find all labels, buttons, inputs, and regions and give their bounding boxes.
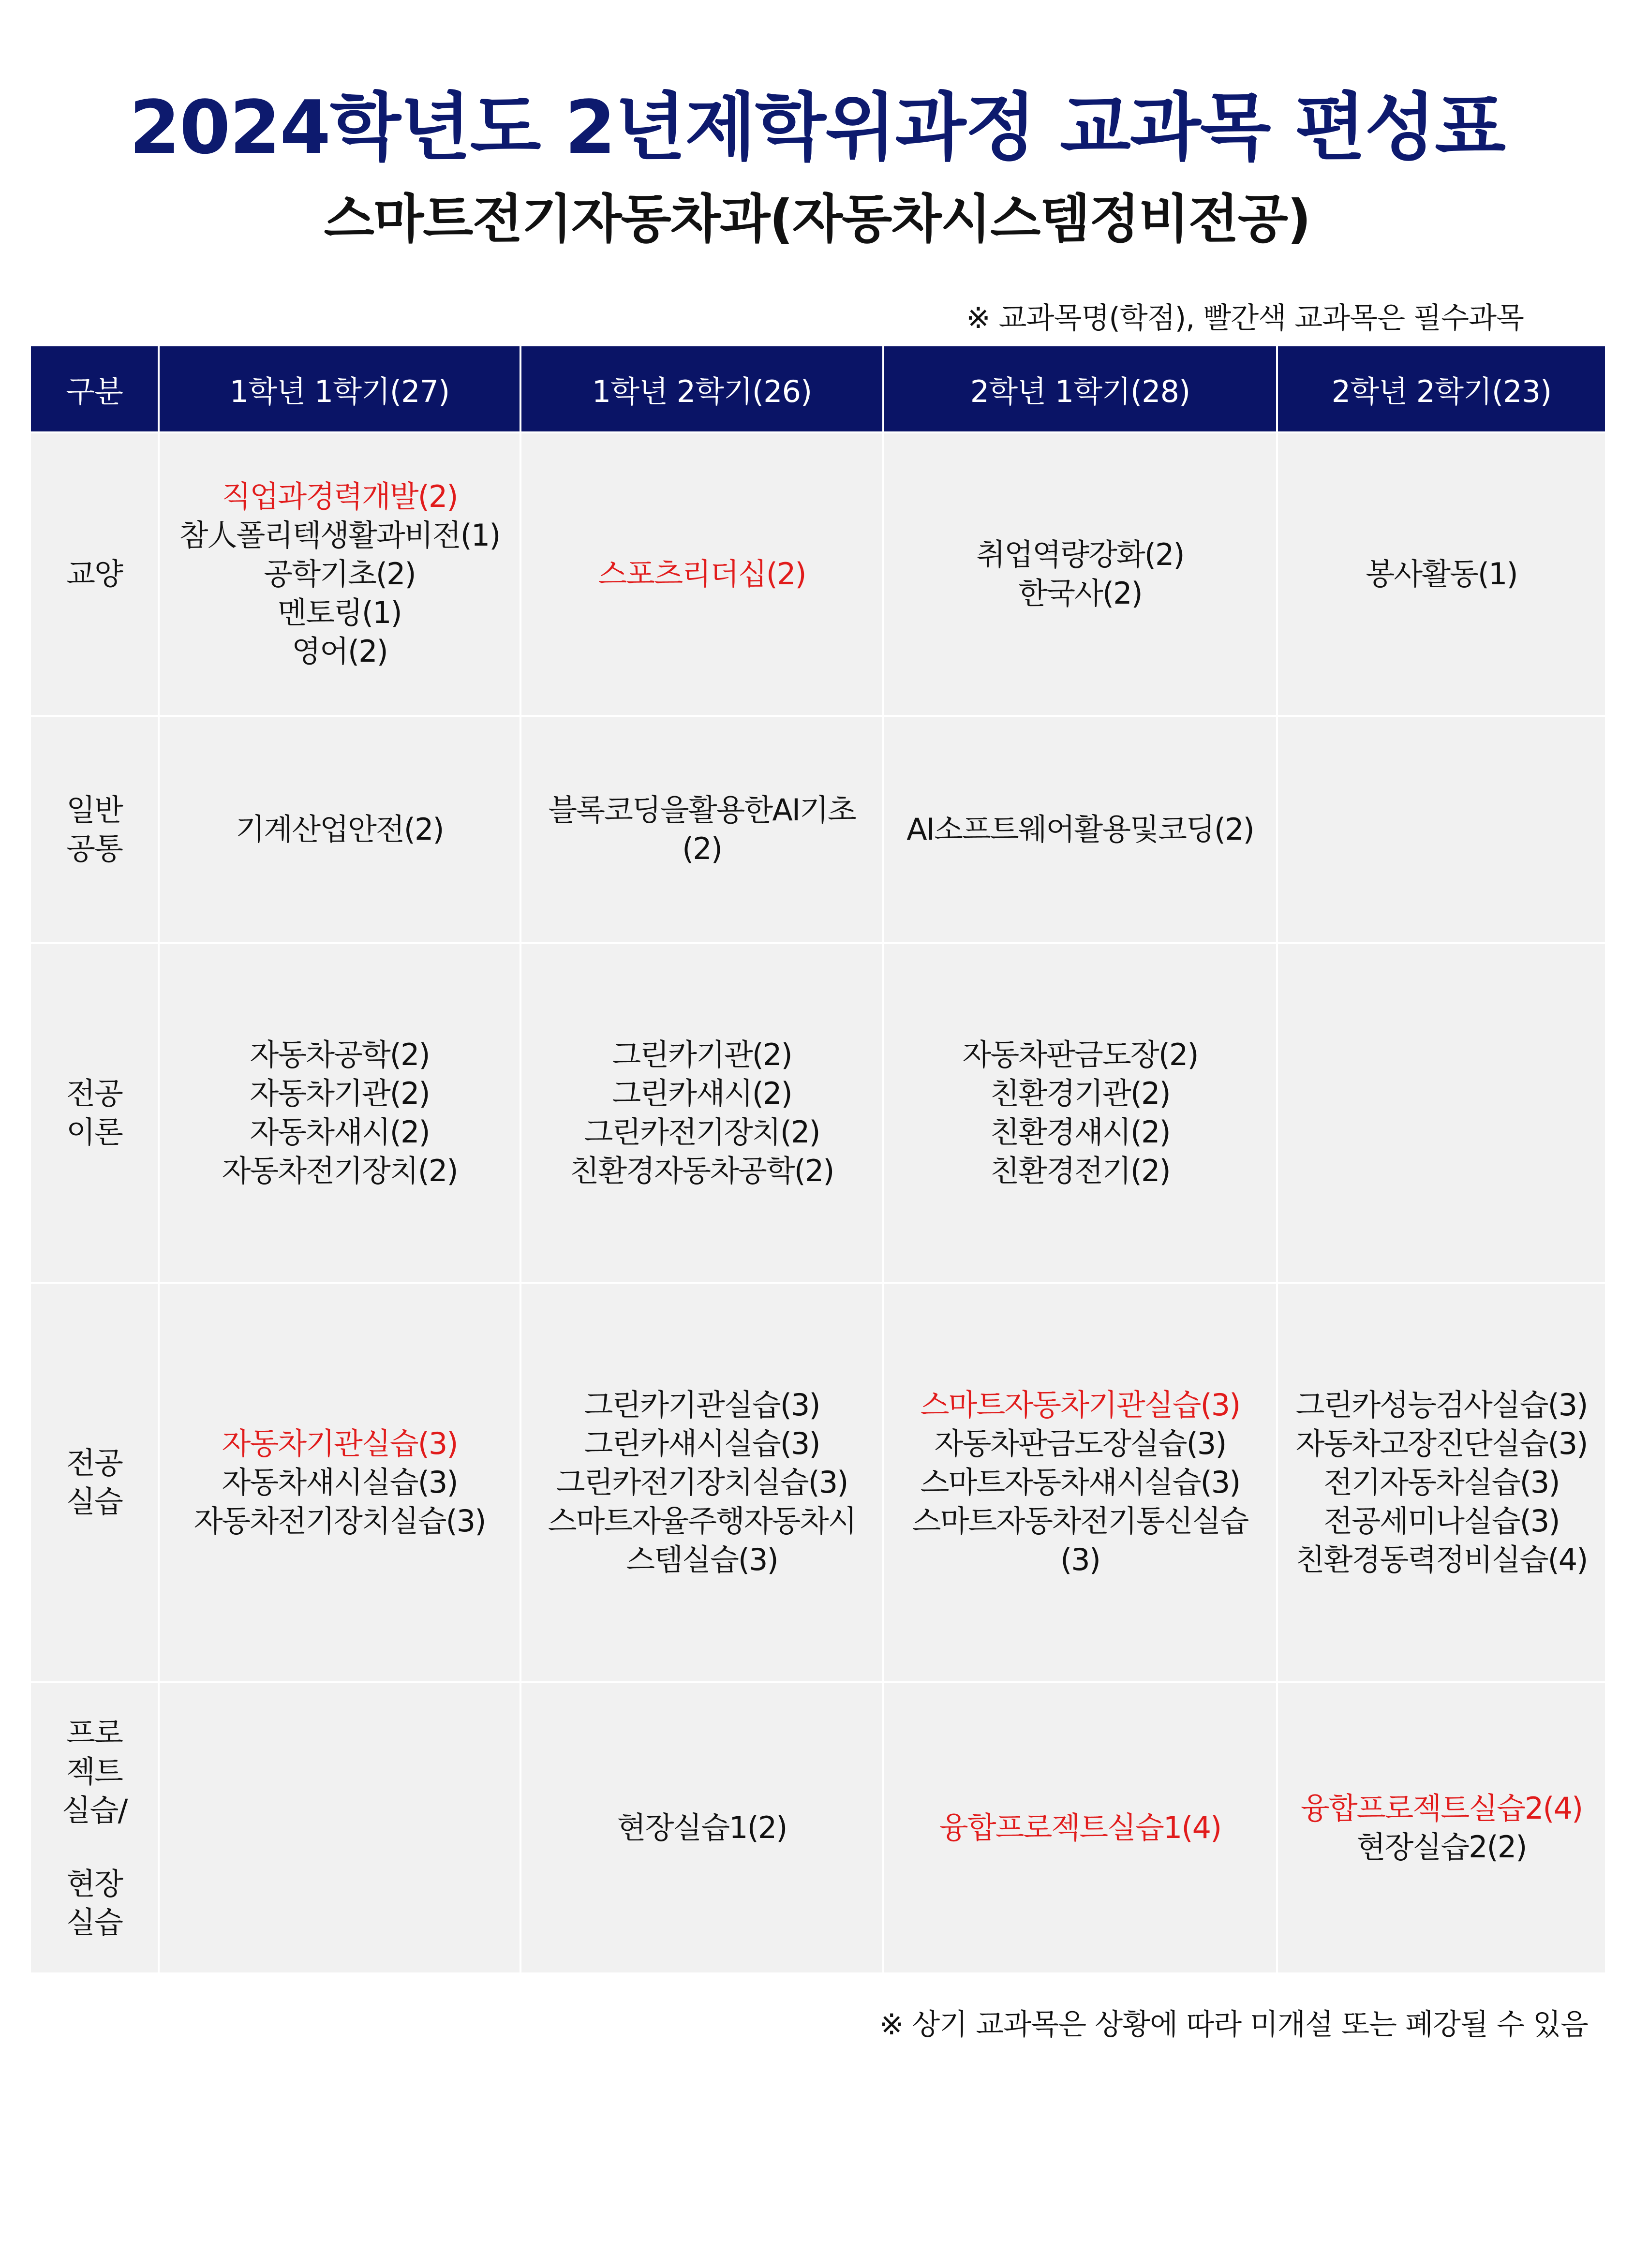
- course-name: 그린카기관(2): [612, 1037, 792, 1072]
- category-cell: [31, 1683, 158, 1972]
- course-name: 자동차섀시실습(3): [222, 1465, 458, 1500]
- category-label: [34, 1830, 155, 1865]
- header-year1-sem1: 1학년 1학기(27): [160, 346, 520, 431]
- course-name: 취업역량강화(2): [976, 537, 1184, 572]
- category-cell: [31, 717, 158, 942]
- course-name: AI소프트웨어활용및코딩(2): [906, 812, 1254, 847]
- required-course: 스포츠리더십(2): [598, 556, 806, 592]
- course-cell-year1-sem2: [521, 717, 882, 942]
- course-name: 자동차고장진단실습(3): [1295, 1426, 1588, 1461]
- course-name: 자동차전기장치실습(3): [193, 1503, 486, 1539]
- course-name: 현장실습2(2): [1356, 1829, 1527, 1865]
- header-category: 구분: [31, 346, 158, 431]
- category-label: 젝트: [66, 1754, 122, 1789]
- course-name: 그린카기관실습(3): [584, 1387, 820, 1423]
- course-name: 친환경섀시(2): [990, 1114, 1170, 1150]
- course-cell-year2-sem1: [884, 944, 1276, 1282]
- course-name: 그린카성능검사실습(3): [1295, 1387, 1588, 1423]
- course-cell-year2-sem1: [884, 717, 1276, 942]
- required-course: 스마트자동차기관실습(3): [920, 1387, 1240, 1423]
- course-cell-year1-sem2: [521, 1683, 882, 1972]
- page-title: 2024학년도 2년제학위과정 교과목 편성표: [129, 85, 1505, 170]
- course-name: 현장실습1(2): [617, 1810, 787, 1845]
- course-name: 자동차공학(2): [250, 1037, 430, 1072]
- category-label: 실습/: [61, 1793, 127, 1828]
- course-name: 한국사(2): [1018, 576, 1142, 611]
- course-cell-year2-sem2: [1278, 1683, 1605, 1972]
- row-general-common: [31, 717, 1605, 942]
- header-year1-sem2: 1학년 2학기(26): [521, 346, 882, 431]
- category-label: 프로: [66, 1715, 122, 1750]
- category-label: 교양: [66, 556, 122, 592]
- course-name: 친환경동력정비실습(4): [1295, 1542, 1588, 1577]
- header-year2-sem1: 2학년 1학기(28): [884, 346, 1276, 431]
- table-header-row: [31, 346, 1605, 431]
- course-cell-year2-sem1: [884, 1284, 1276, 1681]
- category-label: 전공: [66, 1445, 122, 1481]
- course-cell-year1-sem1: [160, 1683, 520, 1972]
- course-cell-year2-sem1: [884, 1683, 1276, 1972]
- curriculum-table: [29, 344, 1607, 1974]
- category-label: 전공: [66, 1076, 122, 1111]
- course-name: 그린카전기장치실습(3): [556, 1465, 848, 1500]
- category-label: 현장: [66, 1866, 122, 1901]
- category-cell: [31, 433, 158, 715]
- course-name: 블록코딩을활용한AI기초: [548, 792, 856, 828]
- course-name: 친환경자동차공학(2): [570, 1153, 834, 1188]
- category-label: 실습: [66, 1484, 122, 1519]
- course-cell-year2-sem1: [884, 433, 1276, 715]
- course-cell-year2-sem2: [1278, 433, 1605, 715]
- course-name: 전공세미나실습(3): [1323, 1503, 1560, 1539]
- course-cell-year1-sem2: [521, 433, 882, 715]
- course-name: 스마트자율주행자동차시: [548, 1503, 856, 1539]
- required-course: 융합프로젝트실습2(4): [1300, 1791, 1583, 1826]
- course-cell-year1-sem2: [521, 944, 882, 1282]
- course-name: 영어(2): [292, 634, 387, 669]
- course-name: 멘토링(1): [278, 595, 401, 630]
- row-major-practice: [31, 1284, 1605, 1681]
- header-year2-sem2: 2학년 2학기(23): [1278, 346, 1605, 431]
- row-project-field: [31, 1683, 1605, 1972]
- required-course: 융합프로젝트실습1(4): [939, 1810, 1221, 1845]
- category-cell: [31, 944, 158, 1282]
- category-label: 공통: [66, 831, 122, 866]
- required-course: 직업과경력개발(2): [222, 479, 458, 514]
- course-name: 그린카섀시(2): [612, 1076, 792, 1111]
- course-name: 참人폴리텍생활과비전(1): [179, 518, 500, 553]
- course-name: 자동차전기장치(2): [222, 1153, 458, 1188]
- row-liberal-arts: [31, 433, 1605, 715]
- course-name: 자동차섀시(2): [250, 1114, 430, 1150]
- row-major-theory: [31, 944, 1605, 1282]
- course-name: (2): [682, 831, 722, 866]
- category-label: 이론: [66, 1114, 122, 1150]
- course-name: 친환경전기(2): [990, 1153, 1170, 1188]
- course-name: 스마트자동차섀시실습(3): [920, 1465, 1240, 1500]
- course-name: 봉사활동(1): [1366, 556, 1517, 592]
- course-name: 스마트자동차전기통신실습: [912, 1503, 1248, 1539]
- course-name: 전기자동차실습(3): [1323, 1465, 1560, 1500]
- course-name: 친환경기관(2): [990, 1076, 1170, 1111]
- course-cell-year1-sem1: [160, 717, 520, 942]
- course-name: 그린카섀시실습(3): [584, 1426, 820, 1461]
- course-cell-year1-sem2: [521, 1284, 882, 1681]
- course-cell-year1-sem1: [160, 433, 520, 715]
- category-label: 일반: [66, 792, 122, 828]
- category-label: 실습: [66, 1905, 122, 1940]
- legend-note: ※ 교과목명(학점), 빨간색 교과목은 필수과목: [966, 301, 1524, 335]
- department-subtitle: 스마트전기자동차과(자동차시스템정비전공): [324, 189, 1310, 250]
- course-name: 자동차기관(2): [250, 1076, 430, 1111]
- course-name: 자동차판금도장실습(3): [934, 1426, 1226, 1461]
- course-name: 그린카전기장치(2): [584, 1114, 820, 1150]
- course-name: 스템실습(3): [626, 1542, 778, 1577]
- course-cell-year1-sem1: [160, 944, 520, 1282]
- category-cell: [31, 1284, 158, 1681]
- course-cell-year2-sem2: [1278, 944, 1605, 1282]
- disclaimer-note: ※ 상기 교과목은 상황에 따라 미개설 또는 폐강될 수 있음: [879, 2008, 1588, 2042]
- course-cell-year2-sem2: [1278, 1284, 1605, 1681]
- course-name: (3): [1060, 1542, 1100, 1577]
- course-name: 공학기초(2): [264, 556, 416, 592]
- course-name: 자동차판금도장(2): [962, 1037, 1198, 1072]
- course-name: 기계산업안전(2): [236, 812, 444, 847]
- course-cell-year2-sem2: [1278, 717, 1605, 942]
- course-cell-year1-sem1: [160, 1284, 520, 1681]
- required-course: 자동차기관실습(3): [222, 1426, 458, 1461]
